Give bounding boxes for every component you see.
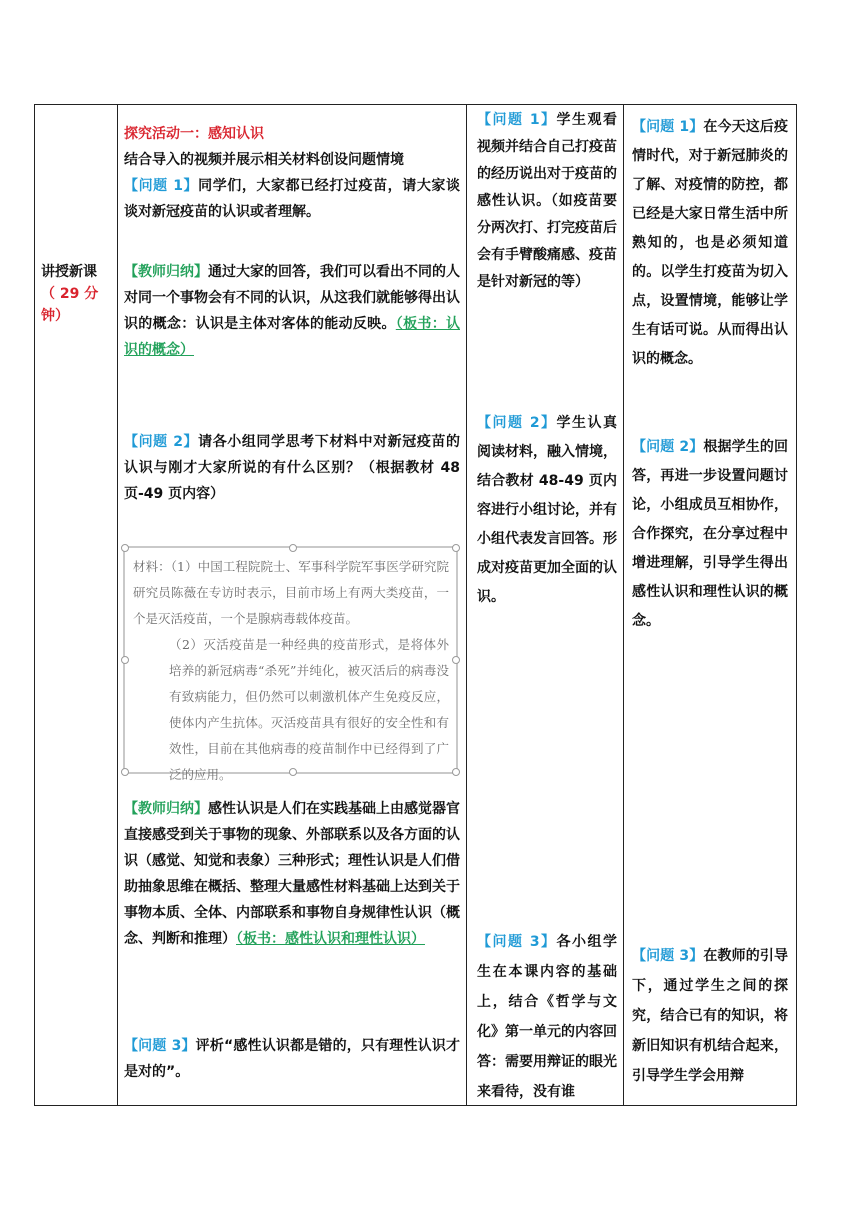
resize-handle	[452, 544, 460, 552]
summary-1-text: 通过大家的回答，我们可以看出不同的人对同一个事物会有不同的认识，从这我们就能够得出认识的概念：认识是主体对客体的能动反映。	[124, 264, 460, 332]
teacher-activity-cell	[118, 105, 467, 1106]
student-activity-cell	[467, 105, 624, 1106]
summary-1-tag: 【教师归纳】	[124, 264, 208, 280]
intent-q1-tag: 【问题 1】	[632, 119, 704, 135]
question-2-tag: 【问题 2】	[124, 434, 199, 450]
resize-handle	[121, 656, 129, 664]
question-3-text: 评析“感性认识都是错的，只有理性认识才是对的”。	[124, 1038, 461, 1080]
question-1-tag: 【问题 1】	[124, 178, 199, 194]
intent-q1-text: 在今天这后疫情时代，对于新冠肺炎的了解、对疫情的防控，都已经是大家日常生活中所熟知的，也是必须知道的。以学生打疫苗为切入点，设置情境，能够让学生有话可说。从而得出认识的概念。	[632, 119, 788, 367]
question-3-tag: 【问题 3】	[124, 1038, 196, 1054]
material-paragraph-1: 材料：（1）中国工程院院士、军事科学院军事医学研究院研究员陈薇在专访时表示，目前市场上有两大类疫苗，一个是灭活疫苗，一个是腺病毒载体疫苗。	[133, 559, 449, 626]
question-2-text: 请各小组同学思考下材料中对新冠疫苗的认识与刚才大家所说的有什么区别？（根据教材 48 页-49 页内容）	[124, 434, 460, 502]
student-q2-block	[477, 409, 617, 612]
board-note-2: （板书：感性认识和理性认识）	[236, 931, 425, 947]
student-q1-tag: 【问题 1】	[477, 112, 557, 128]
stage-label-block	[41, 261, 113, 327]
intent-q2-text: 根据学生的回答，再进一步设置问题讨论，小组成员互相协作，合作探究，在分享过程中增进理解，引导学生得出感性认识和理性认识的概念。	[632, 439, 788, 629]
resize-handle	[289, 544, 297, 552]
stage-duration: （ 29 分钟）	[41, 286, 99, 324]
activity-block	[124, 121, 460, 225]
material-image-box	[123, 546, 458, 782]
summary-2-block	[124, 796, 460, 952]
student-q1-block	[477, 107, 617, 296]
student-q1-text: 学生观看视频并结合自己打疫苗的经历说出对于疫苗的感性认识。（如疫苗要分两次打、打完疫苗后会有手臂酸痛感、疫苗是针对新冠的等）	[477, 112, 618, 290]
material-paragraph-2: （2）灭活疫苗是一种经典的疫苗形式，是将体外培养的新冠病毒“杀死”并纯化，被灭活后的病毒没有致病能力，但仍然可以刺激机体产生免疫反应，使体内产生抗体。灭活疫苗具有很好的安全性和有效性，目前在其他病毒的疫苗制作中已经得到了广泛的应用。	[169, 637, 449, 782]
resize-handle	[452, 768, 460, 776]
activity-title: 探究活动一：感知认识	[124, 126, 264, 142]
summary-2-tag: 【教师归纳】	[124, 801, 208, 817]
intent-q2-block	[632, 433, 788, 636]
intent-q3-text: 在教师的引导下，通过学生之间的探究，结合已有的知识，将新旧知识有机结合起来，引导学生学会用辩	[632, 948, 788, 1084]
design-intent-cell	[624, 105, 797, 1106]
lesson-plan-table	[34, 104, 797, 1106]
intent-q2-tag: 【问题 2】	[632, 439, 704, 455]
question-1-text: 同学们，大家都已经打过疫苗，请大家谈谈对新冠疫苗的认识或者理解。	[124, 178, 460, 220]
student-q2-text: 学生认真阅读材料，融入情境，结合教材 48-49 页内容进行小组讨论，并有小组代表发言回答。形成对疫苗更加全面的认识。	[477, 415, 618, 605]
student-q3-tag: 【问题 3】	[477, 934, 557, 950]
material-text	[133, 554, 449, 788]
student-q3-block	[477, 927, 617, 1107]
board-note-1: （板书：认识的概念）	[124, 316, 460, 358]
summary-2-text: 感性认识是人们在实践基础上由感觉器官直接感受到关于事物的现象、外部联系以及各方面的认识（感觉、知觉和表象）三种形式；理性认识是人们借助抽象思维在概括、整理大量感性材料基础上达到关于事物本质、全体、内部联系和事物自身规律性认识（概念、判断和推理）	[124, 801, 460, 947]
summary-1-block	[124, 259, 460, 363]
resize-handle	[121, 544, 129, 552]
student-q3-text: 各小组学生在本课内容的基础上，结合《哲学与文化》第一单元的内容回答：需要用辩证的眼光来看待，没有谁	[477, 934, 618, 1100]
stage-label: 讲授新课	[41, 264, 97, 280]
student-q2-tag: 【问题 2】	[477, 415, 557, 431]
intent-q1-block	[632, 113, 788, 374]
table-row	[35, 105, 797, 1106]
question-3-block	[124, 1033, 460, 1085]
intent-q3-block	[632, 941, 788, 1091]
question-2-block	[124, 429, 460, 507]
resize-handle	[121, 768, 129, 776]
activity-intro: 结合导入的视频并展示相关材料创设问题情境	[124, 152, 404, 168]
resize-handle	[452, 656, 460, 664]
intent-q3-tag: 【问题 3】	[632, 948, 704, 964]
stage-cell	[35, 105, 118, 1106]
